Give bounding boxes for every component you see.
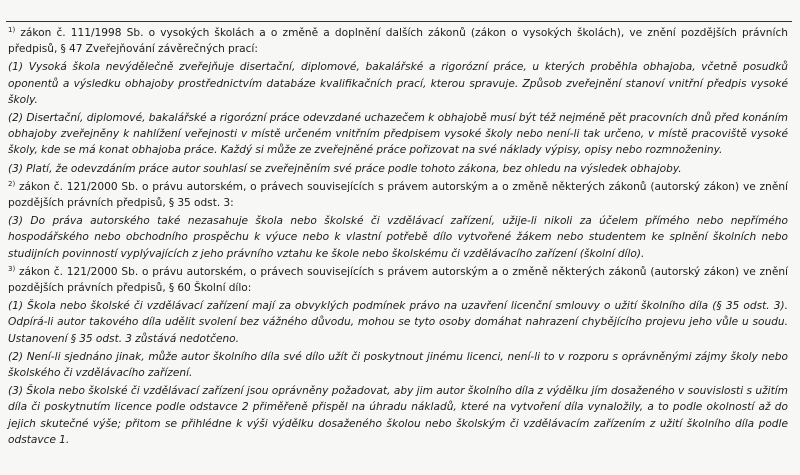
footnote-separator-line xyxy=(6,21,792,22)
footnote-2-heading xyxy=(8,179,788,211)
footnote-1-paragraph-1: (1) Vysoká škola nevýdělečně zveřejňuje disertační, diplomové, bakalářské a rigorózní práce, u kterých proběhla obhajoba, včetně posudků oponentů a výsledku obhajoby prostřednictvím databáze kvalifikačních prací, kterou spravuje. Způsob zveřejnění stanoví vnitřní předpis vysoké školy. xyxy=(8,61,788,106)
footnote-1-heading-text: zákon č. 111/1998 Sb. o vysokých školách a o změně a doplnění dalších zákonů (zákon o vysokých školách), ve znění pozdějších právních předpisů, § 47 Zveřejňování závěrečných prací: xyxy=(8,27,788,56)
footnote-1-paragraph-3: (3) Platí, že odevzdáním práce autor souhlasí se zveřejněním své práce podle tohoto zákona, bez ohledu na výsledek obhajoby. xyxy=(8,162,682,175)
footnote-3-paragraph-3: (3) Škola nebo školské či vzdělávací zařízení jsou oprávněny požadovat, aby jim autor školního díla z výdělku jím dosaženého v souvislosti s užitím díla či poskytnutím licence podle odstavce 2 přiměřeně přispěl na úhradu nákladů, které na vytvoření díla vynaložily, a to podle okolností až do jejich skutečné výše; přitom se přihlédne k výši výdělku dosaženého školou nebo školským či vzdělávacím zařízením z užití školního díla podle odstavce 1. xyxy=(8,385,788,446)
footnote-1-marker: 1) xyxy=(8,26,16,34)
footnote-1-heading xyxy=(8,25,788,57)
footnote-1-paragraph-2: (2) Disertační, diplomové, bakalářské a rigorózní práce odevzdané uchazečem k obhajobě musí být též nejméně pět pracovních dnů před konáním obhajoby zveřejněny k nahlížení veřejnosti v místě určeném vnitřním předpisem vysoké školy nebo není-li tak určeno, v místě pracoviště vysoké školy, kde se má konat obhajoba práce. Každý si může ze zveřejněné práce pořizovat na své náklady výpisy, opisy nebo rozmnoženiny. xyxy=(8,112,788,157)
footnote-3-paragraph-2: (2) Není-li sjednáno jinak, může autor školního díla své dílo užít či poskytnout jinému licenci, není-li to v rozporu s oprávněnými zájmy školy nebo školského či vzdělávacího zařízení. xyxy=(8,350,788,380)
footnotes xyxy=(8,25,788,448)
footnote-3-heading-text: zákon č. 121/2000 Sb. o právu autorském, o právech souvisejících s právem autorským a o změně některých zákonů (autorský zákon) ve znění pozdějších právních předpisů, § 60 Školní dílo: xyxy=(8,265,788,295)
footnote-3-marker: 3) xyxy=(8,264,16,273)
footnote-3-heading xyxy=(8,264,788,296)
footnote-2-marker: 2) xyxy=(8,179,16,188)
footnote-2-heading-text: zákon č. 121/2000 Sb. o právu autorském, o právech souvisejících s právem autorským a o změně některých zákonů (autorský zákon) ve znění pozdějších právních předpisů, § 35 odst. 3: xyxy=(8,180,788,210)
footnote-3-paragraph-1: (1) Škola nebo školské či vzdělávací zařízení mají za obvyklých podmínek právo na uzavření licenční smlouvy o užití školního díla (§ 35 odst. 3). Odpírá-li autor takového díla udělit svolení bez vážného důvodu, mohou se tyto osoby domáhat nahrazení chybějícího projevu jeho vůle u soudu. Ustanovení § 35 odst. 3 zůstává nedotčeno. xyxy=(8,300,788,345)
footnote-2-paragraph-1: (3) Do práva autorského také nezasahuje škola nebo školské či vzdělávací zařízení, užije-li nikoli za účelem přímého nebo nepřímého hospodářského nebo obchodního prospěchu k výuce nebo k vlastní potřebě dílo vytvořené žákem nebo studentem ke splnění školních nebo studijních povinností vyplývajících z jeho právního vztahu ke škole nebo školskému či vzdělávacího zařízení (školní dílo). xyxy=(8,215,788,260)
